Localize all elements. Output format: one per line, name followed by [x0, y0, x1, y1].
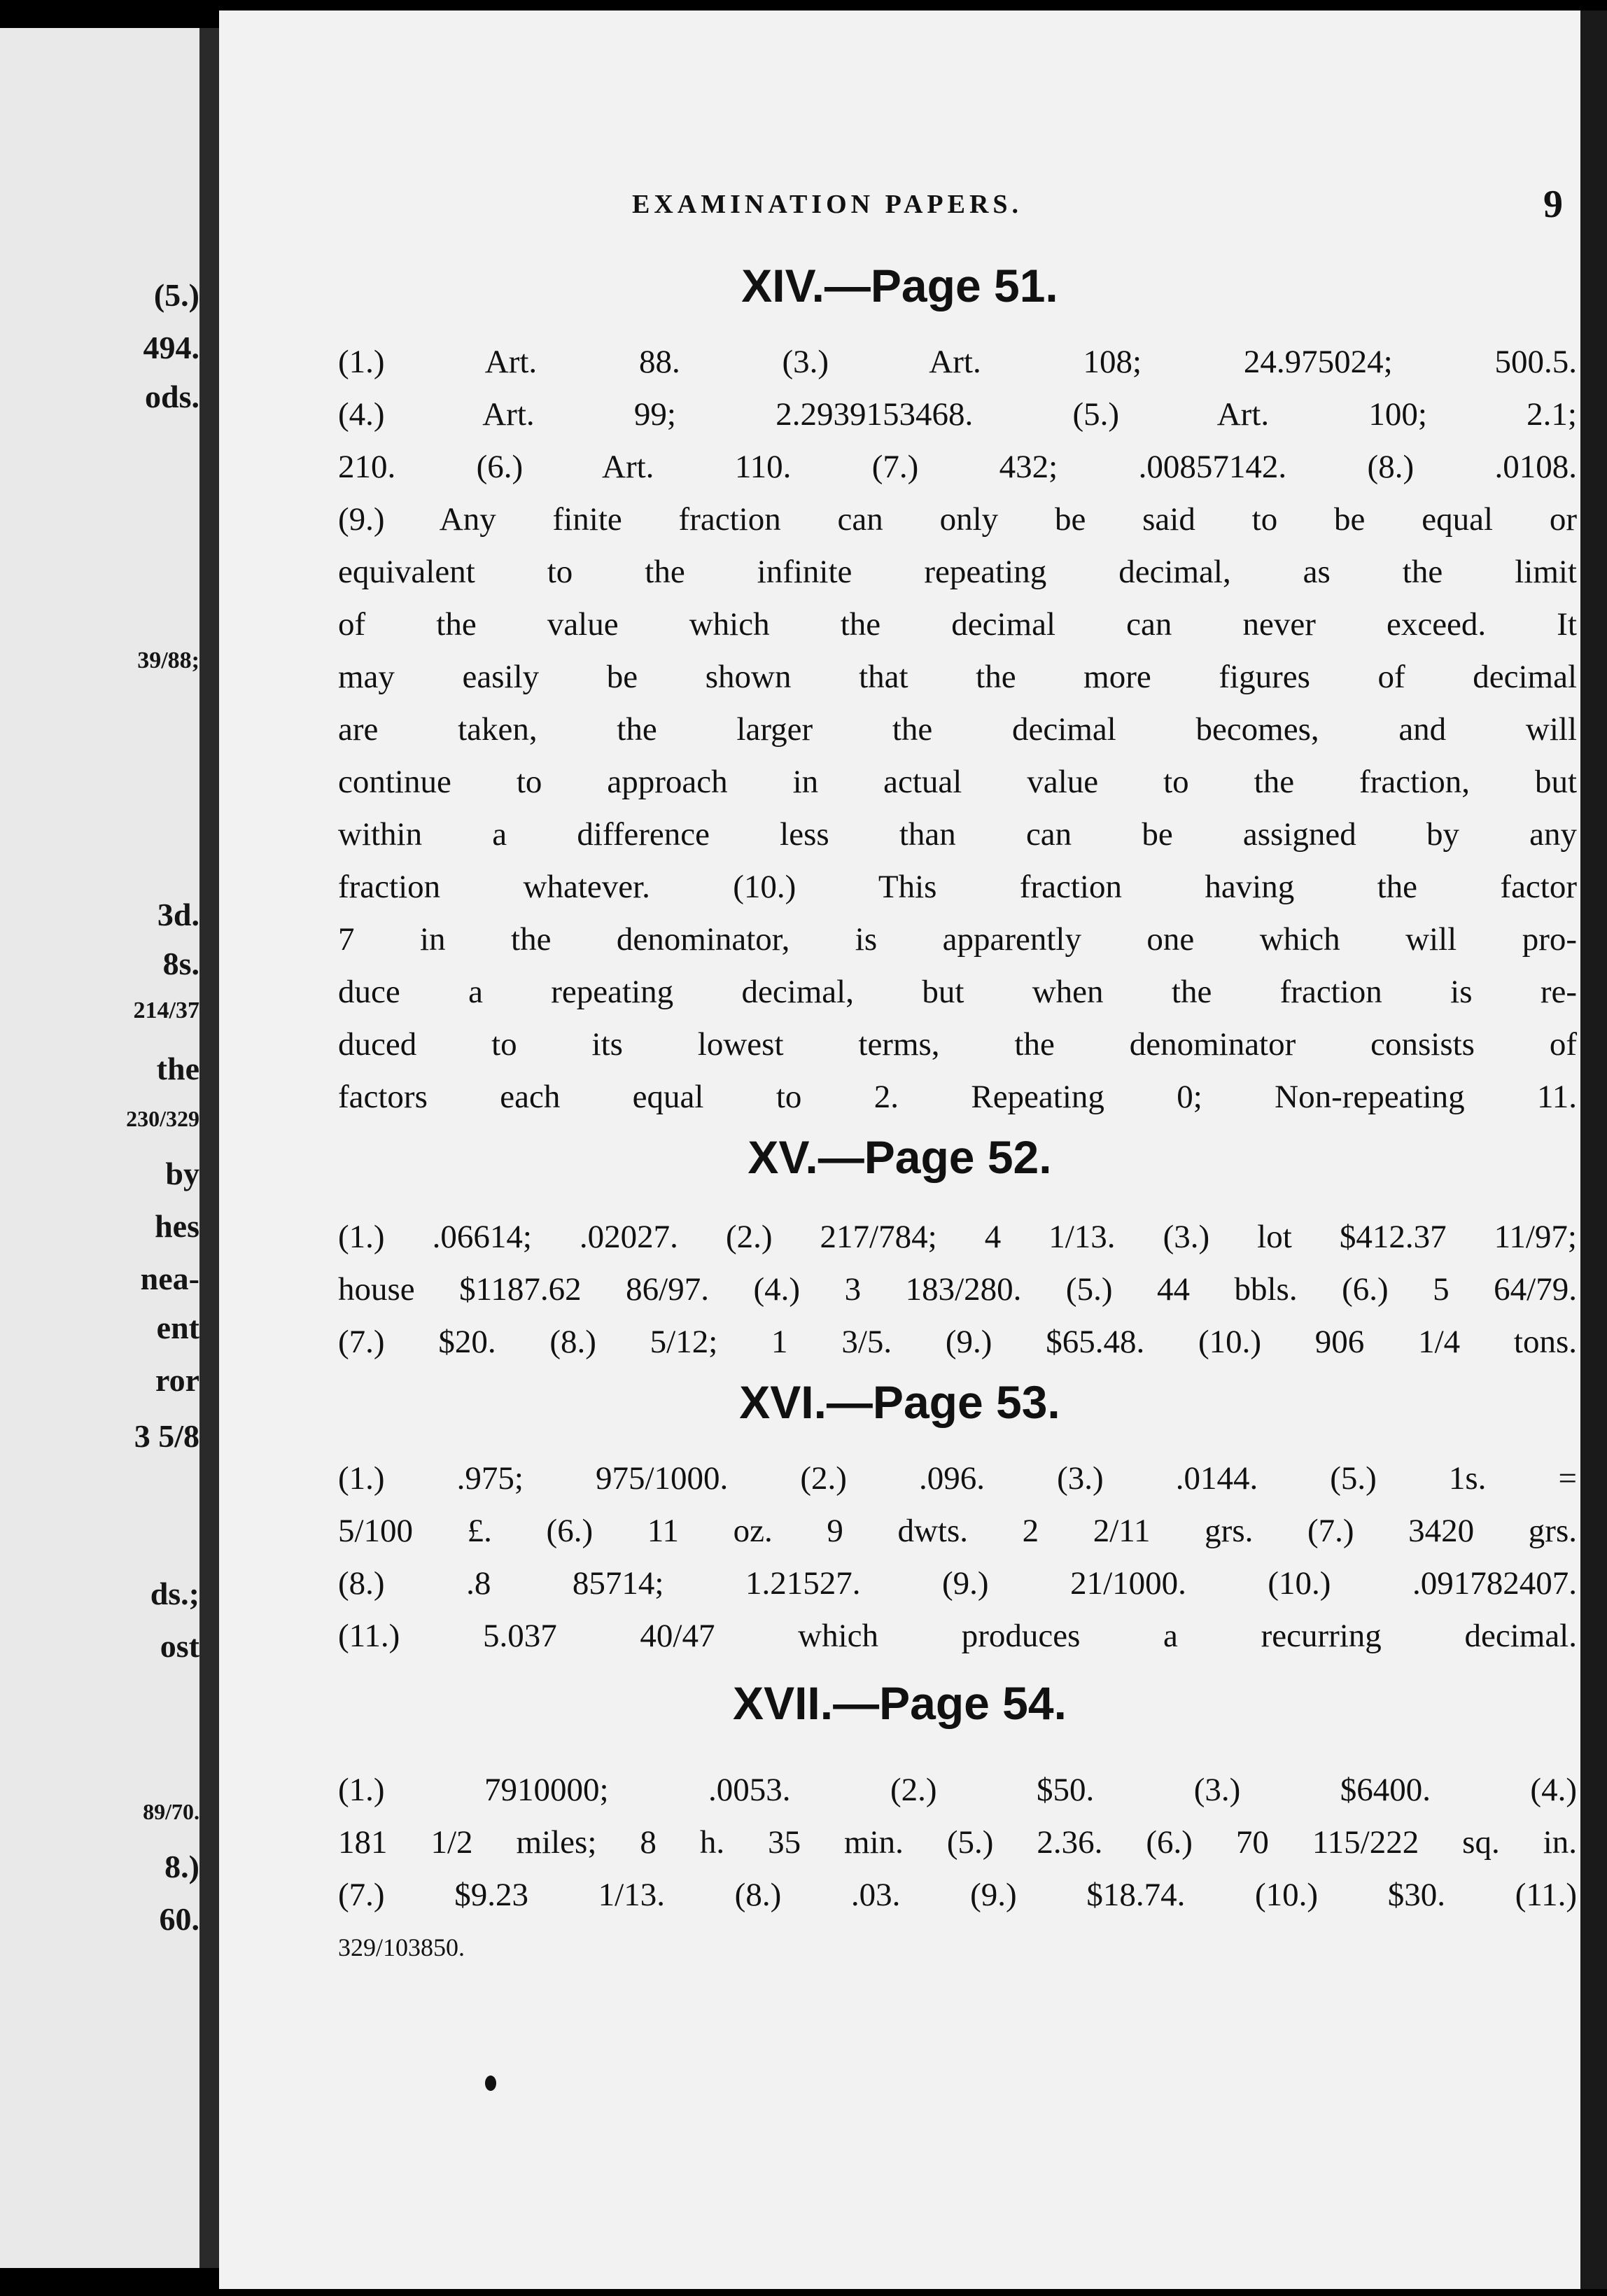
- text-line: within a difference less than can be assigned by any: [338, 816, 1577, 853]
- text-line: (7.) $20. (8.) 5/12; 1 3/5. (9.) $65.48. (10.) 906 1/4 tons.: [338, 1324, 1577, 1360]
- section-title: XVI.—Page 53.: [739, 1376, 1060, 1428]
- left-fragment: ror: [155, 1362, 199, 1398]
- text-line: (7.) $9.23 1/13. (8.) .03. (9.) $18.74. (10.) $30. (11.): [338, 1877, 1577, 1913]
- right-page: [219, 10, 1580, 2289]
- section-body: [338, 336, 1577, 1124]
- left-page-fragment: [0, 28, 199, 2268]
- text-line: factors each equal to 2. Repeating 0; Non-repeating 11.: [338, 1079, 1577, 1115]
- text-line: (8.) .8 85714; 1.21527. (9.) 21/1000. (10.) .091782407.: [338, 1565, 1577, 1602]
- text-line: 329/103850.: [338, 1933, 465, 1961]
- left-fragment: 60.: [159, 1901, 199, 1937]
- left-fragment: 230/329: [126, 1106, 199, 1131]
- text-line: may easily be shown that the more figures of decimal: [338, 659, 1577, 695]
- text-line: are taken, the larger the decimal becomes, and will: [338, 711, 1577, 748]
- left-fragment: hes: [155, 1208, 199, 1244]
- left-fragment: 3 5/8: [134, 1418, 199, 1454]
- left-fragment: 8s.: [162, 946, 199, 981]
- section-body: [338, 1764, 1577, 1974]
- text-line: 7 in the denominator, is apparently one which will pro-: [338, 921, 1577, 958]
- left-fragment: the: [156, 1051, 199, 1086]
- book-gutter: [199, 28, 219, 2268]
- section-title: XVII.—Page 54.: [733, 1677, 1067, 1729]
- scan-edge: [1580, 10, 1607, 2289]
- left-fragment: 214/37: [133, 997, 199, 1023]
- page-number: 9: [1543, 183, 1563, 226]
- page-header: [632, 182, 1563, 231]
- left-fragment: ent: [156, 1310, 199, 1345]
- section-body: [338, 1452, 1577, 1662]
- left-fragment: 3d.: [157, 897, 199, 932]
- text-line: (1.) 7910000; .0053. (2.) $50. (3.) $6400. (4.): [338, 1772, 1577, 1808]
- text-line: duce a repeating decimal, but when the fraction is re-: [338, 974, 1577, 1010]
- text-line: (1.) .06614; .02027. (2.) 217/784; 4 1/13. (3.) lot $412.37 11/97;: [338, 1219, 1577, 1255]
- text-line: fraction whatever. (10.) This fraction having the factor: [338, 869, 1577, 905]
- text-line: duced to its lowest terms, the denominator consists of: [338, 1026, 1577, 1063]
- text-line: house $1187.62 86/97. (4.) 3 183/280. (5.) 44 bbls. (6.) 5 64/79.: [338, 1271, 1577, 1308]
- left-fragment: ods.: [145, 379, 199, 414]
- text-line: (11.) 5.037 40/47 which produces a recurring decimal.: [338, 1618, 1577, 1654]
- left-fragment: 8.): [164, 1849, 199, 1884]
- left-fragment: ost: [160, 1628, 199, 1664]
- left-fragment: 494.: [143, 330, 199, 365]
- text-line: (1.) Art. 88. (3.) Art. 108; 24.975024; 500.5.: [338, 344, 1577, 380]
- running-head: EXAMINATION PAPERS.: [632, 190, 1023, 219]
- text-line: of the value which the decimal can never exceed. It: [338, 606, 1577, 643]
- left-fragment: nea-: [140, 1261, 199, 1296]
- section-title: XIV.—Page 51.: [741, 260, 1058, 312]
- section-title: XV.—Page 52.: [748, 1131, 1052, 1183]
- text-line: (4.) Art. 99; 2.2939153468. (5.) Art. 100; 2.1;: [338, 396, 1577, 433]
- text-line: 210. (6.) Art. 110. (7.) 432; .00857142. (8.) .0108.: [338, 449, 1577, 485]
- left-fragment: by: [165, 1156, 199, 1191]
- ink-mark: [485, 2076, 496, 2091]
- section-body: [338, 1211, 1577, 1368]
- text-line: (9.) Any finite fraction can only be said to be equal or: [338, 501, 1577, 538]
- text-line: 5/100 £. (6.) 11 oz. 9 dwts. 2 2/11 grs. (7.) 3420 grs.: [338, 1513, 1577, 1549]
- left-fragment: 89/70.: [143, 1799, 199, 1824]
- left-fragment: ds.;: [150, 1576, 199, 1611]
- text-line: equivalent to the infinite repeating decimal, as the limit: [338, 554, 1577, 590]
- text-line: 181 1/2 miles; 8 h. 35 min. (5.) 2.36. (6.) 70 115/222 sq. in.: [338, 1824, 1577, 1861]
- left-fragment: (5.): [153, 277, 199, 313]
- left-fragment: 39/88;: [137, 648, 199, 673]
- text-line: (1.) .975; 975/1000. (2.) .096. (3.) .0144. (5.) 1s. =: [338, 1460, 1577, 1497]
- text-line: continue to approach in actual value to the fraction, but: [338, 764, 1577, 800]
